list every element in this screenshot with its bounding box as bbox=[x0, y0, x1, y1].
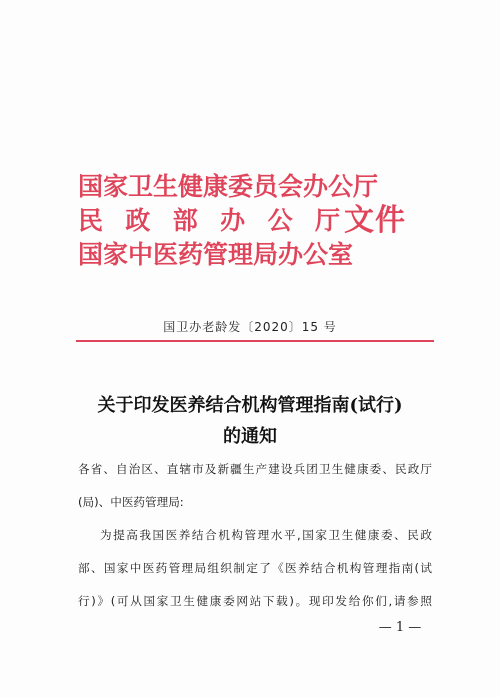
issuer-char: 厅 bbox=[314, 206, 340, 235]
page-number: — 1 — bbox=[378, 620, 422, 635]
issuer-mca-office bbox=[78, 204, 340, 238]
body-paragraph-line1: 为提高我国医养结合机构管理水平,国家卫生健康委、民政 bbox=[100, 528, 432, 542]
issuer-tcm-office: 国家中医药管理局办公室 bbox=[78, 240, 354, 269]
issuer-char: 民 bbox=[78, 206, 104, 235]
issuer-char: 公 bbox=[267, 206, 293, 235]
salutation-line2: (局)、中医药管理局: bbox=[78, 495, 184, 509]
red-divider-line bbox=[76, 340, 434, 342]
document-title-line1: 关于印发医养结合机构管理指南(试行) bbox=[97, 395, 403, 416]
document-number: 国卫办老龄发〔2020〕15 号 bbox=[163, 320, 337, 334]
issuer-header bbox=[78, 170, 438, 280]
body-paragraph-line3: 行)》(可从国家卫生健康委网站下载)。现印发给你们,请参照 bbox=[78, 594, 432, 608]
issuer-nhc-office: 国家卫生健康委员会办公厅 bbox=[78, 172, 379, 201]
document-title-line2: 的通知 bbox=[223, 426, 277, 447]
document-label: 文件 bbox=[344, 203, 406, 238]
issuer-char: 政 bbox=[125, 206, 151, 235]
body-paragraph-line2: 部、国家中医药管理局组织制定了《医养结合机构管理指南(试 bbox=[78, 561, 432, 575]
issuer-char: 办 bbox=[220, 206, 246, 235]
issuer-char: 部 bbox=[172, 206, 198, 235]
salutation-line1: 各省、自治区、直辖市及新疆生产建设兵团卫生健康委、民政厅 bbox=[78, 462, 432, 476]
